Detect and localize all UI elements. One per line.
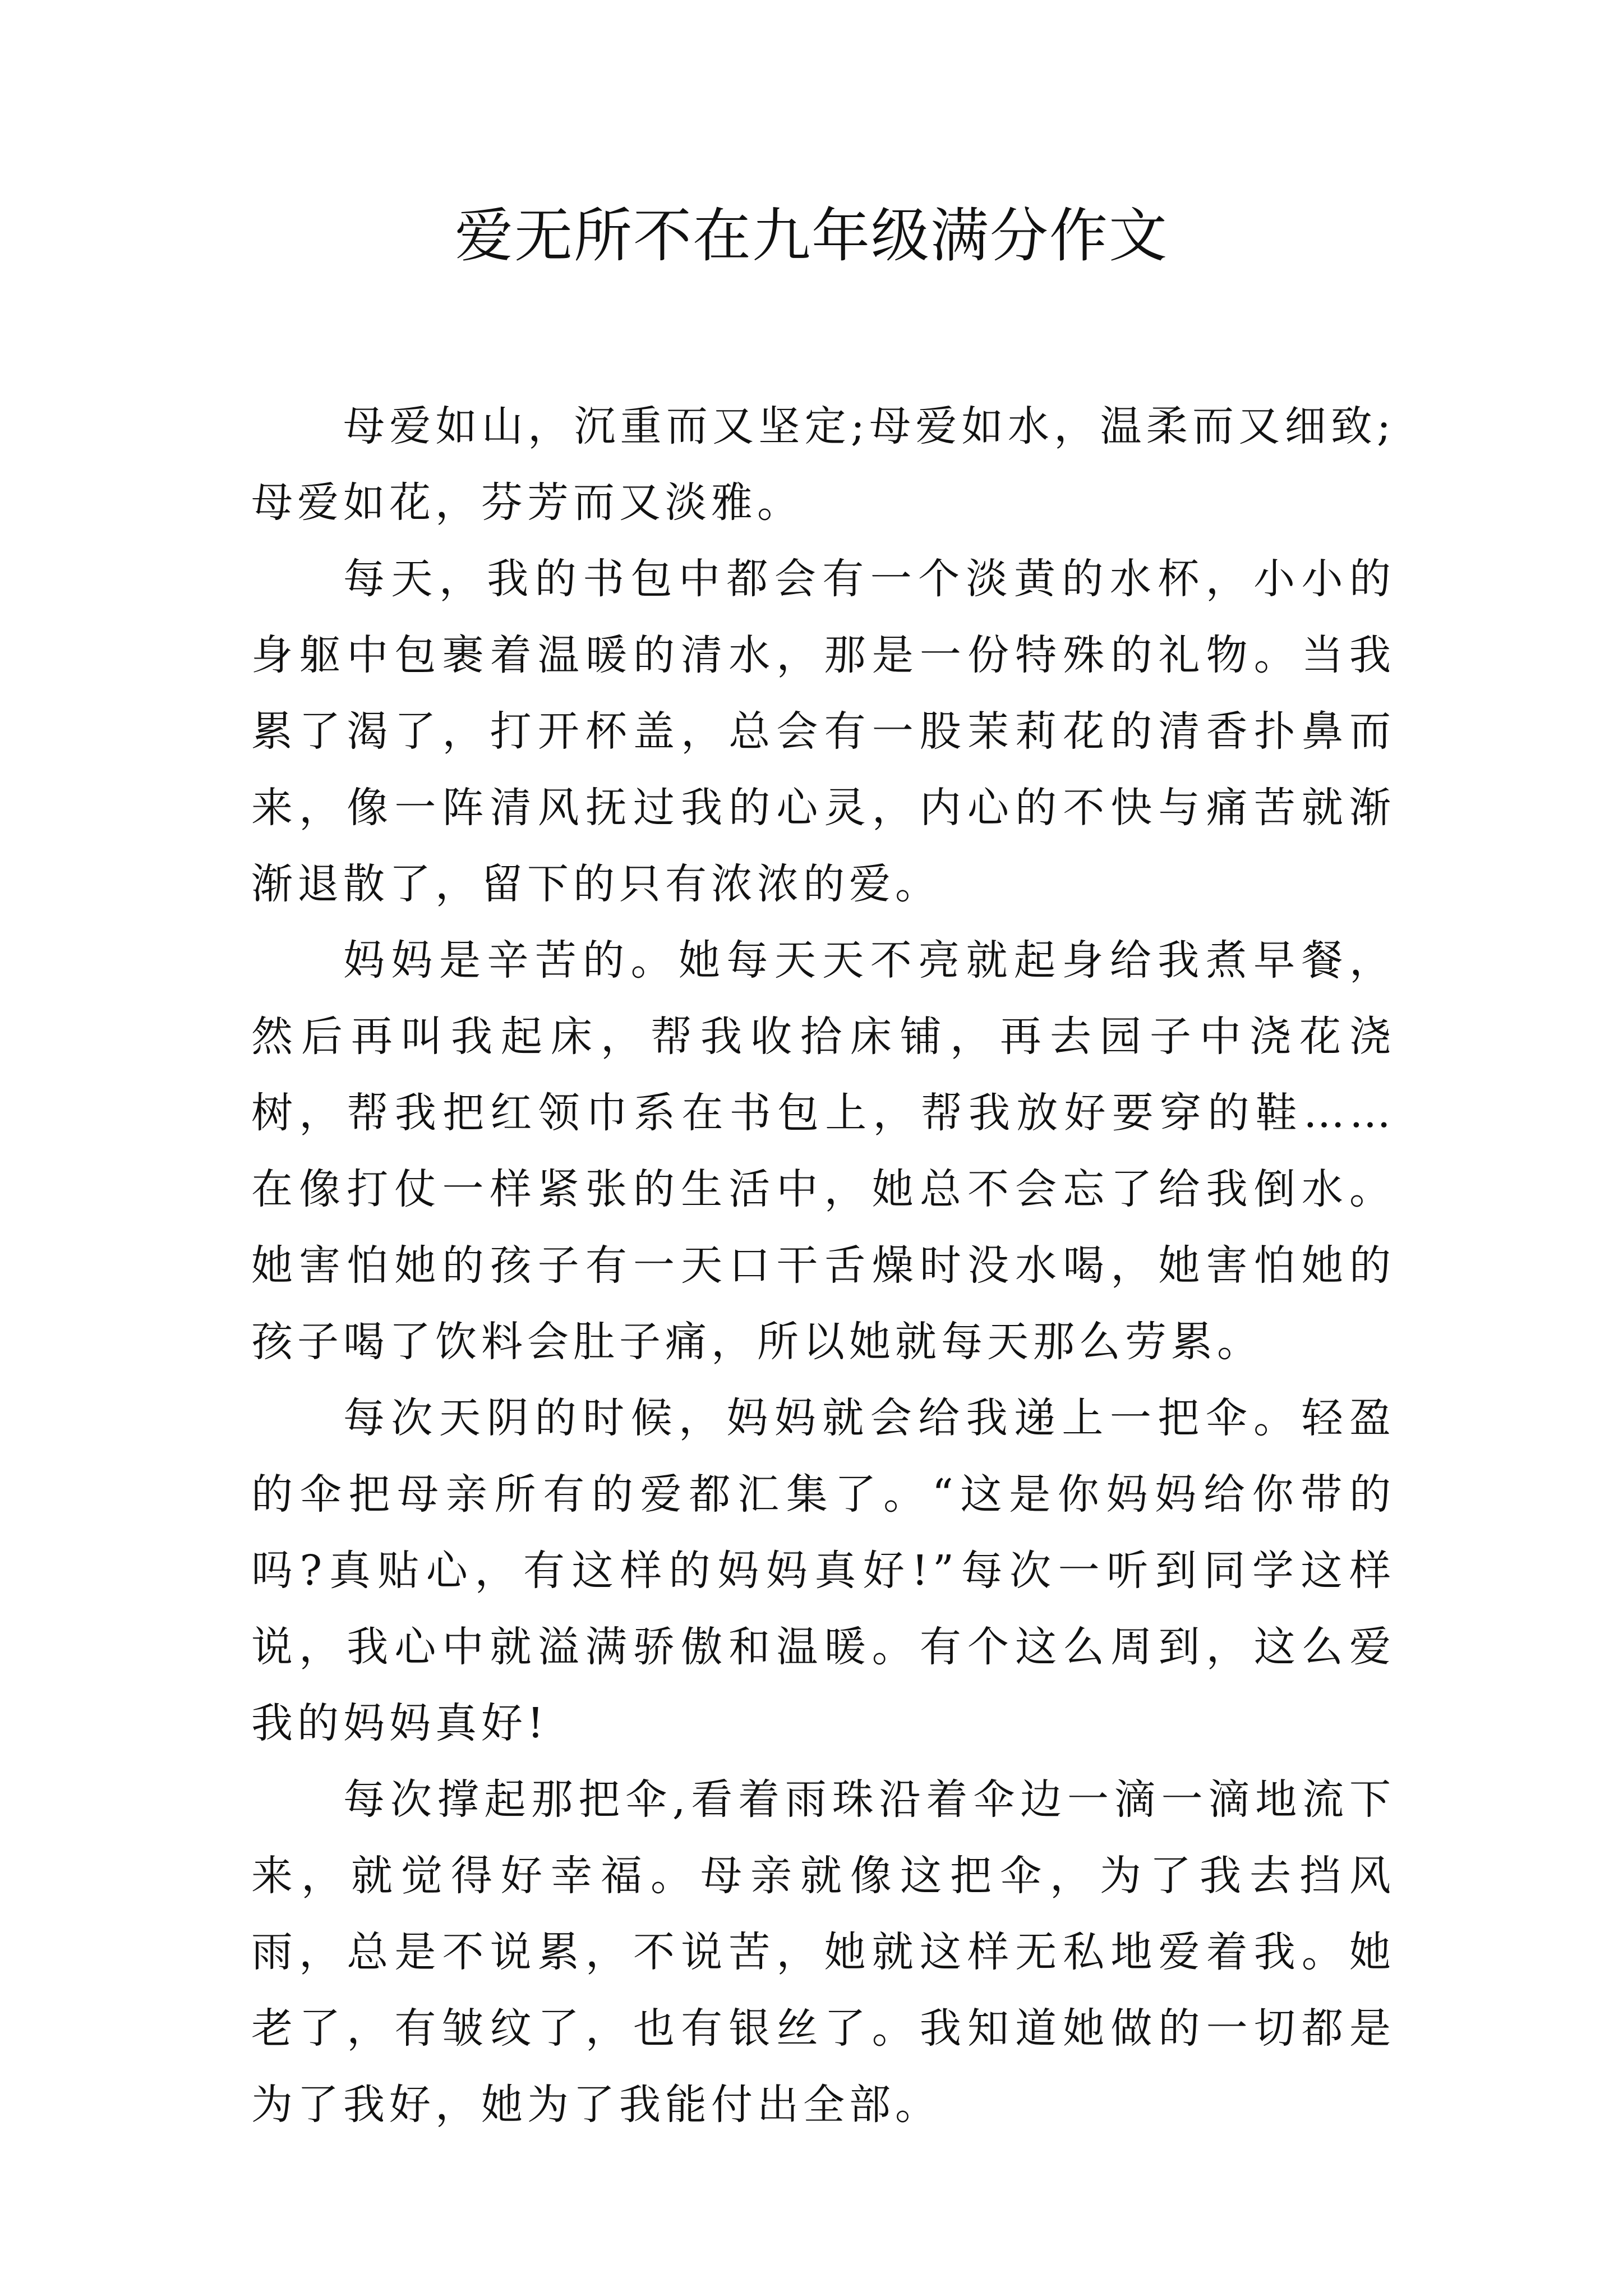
paragraph-3: 妈妈是辛苦的。她每天天不亮就起身给我煮早餐，然后再叫我起床，帮我收拾床铺，再去园子中浇花浇树，帮我把红领巾系在书包上，帮我放好要穿的鞋……在像打仗一样紧张的生活中，她总不会忘了给我倒水。她害怕她的孩子有一天口干舌燥时没水喝，她害怕她的孩子喝了饮料会肚子痛，所以她就每天那么劳累。 (251, 936, 1395, 1366)
essay-title: 爱无所不在九年级满分作文 (454, 201, 1168, 270)
paragraph-5: 每次撑起那把伞,看着雨珠沿着伞边一滴一滴地流下来，就觉得好幸福。母亲就像这把伞，为了我去挡风雨，总是不说累，不说苦，她就这样无私地爱着我。她老了，有皱纹了，也有银丝了。我知道她做的一切都是为了我好，她为了我能付出全部。 (251, 1775, 1395, 2129)
essay-body (251, 388, 1395, 2143)
paragraph-2: 每天，我的书包中都会有一个淡黄的水杯，小小的身躯中包裹着温暖的清水，那是一份特殊的礼物。当我累了渴了，打开杯盖，总会有一股茉莉花的清香扑鼻而来，像一阵清风抚过我的心灵，内心的不快与痛苦就渐渐退散了，留下的只有浓浓的爱。 (251, 555, 1395, 908)
paragraph-4: 每次天阴的时候，妈妈就会给我递上一把伞。轻盈的伞把母亲所有的爱都汇集了。“这是你妈妈给你带的吗?真贴心，有这样的妈妈真好!”每次一听到同学这样说，我心中就溢满骄傲和温暖。有个这么周到，这么爱我的妈妈真好! (251, 1394, 1395, 1747)
paragraph-1: 母爱如山，沉重而又坚定;母爱如水，温柔而又细致;母爱如花，芬芳而又淡雅。 (251, 402, 1395, 527)
